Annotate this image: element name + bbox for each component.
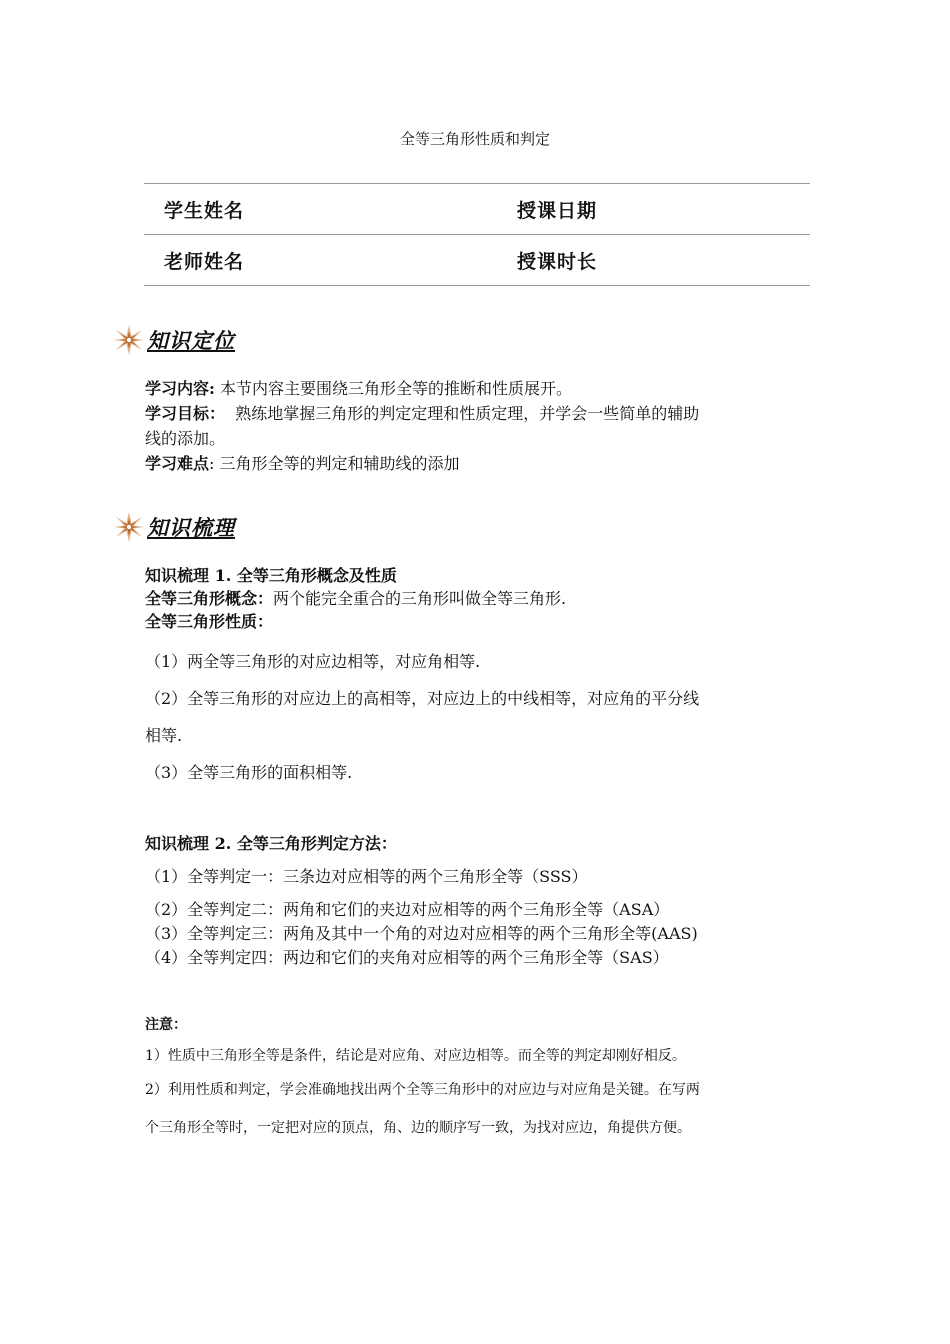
info-row-1: [144, 184, 810, 235]
review-heading-1: 知识梳理 1. 全等三角形概念及性质: [145, 566, 397, 585]
judge-item-2: （2）全等判定二：两角和它们的夹边对应相等的两个三角形全等（ASA）: [145, 900, 670, 919]
learning-info: [145, 376, 810, 476]
judge-item-3: （3）全等判定三：两角及其中一个角的对边对应相等的两个三角形全等(AAS): [145, 924, 698, 943]
date-label: 授课日期: [517, 184, 810, 235]
review-1-header: [145, 564, 810, 633]
section-header-knowledge-review: [113, 511, 235, 543]
content-text: 本节内容主要围绕三角形全等的推断和性质展开。: [214, 379, 573, 398]
property-item-2-continued: 相等.: [145, 726, 183, 745]
goal-label: 学习目标：: [145, 404, 226, 423]
section-title-1: 知识定位: [147, 328, 235, 353]
judge-item-1: （1）全等判定一：三条边对应相等的两个三角形全等（SSS）: [145, 867, 588, 886]
review-2: [145, 831, 810, 970]
concept-text: 两个能完全重合的三角形叫做全等三角形.: [273, 589, 567, 608]
property-item-3: （3）全等三角形的面积相等.: [145, 763, 353, 782]
property-list: [145, 649, 810, 785]
property-item-2: （2）全等三角形的对应边上的高相等，对应边上的中线相等，对应角的平分线: [145, 689, 700, 708]
concept-label: 全等三角形概念：: [145, 589, 274, 608]
note-item-1: 1）性质中三角形全等是条件，结论是对应角、对应边相等。而全等的判定却刚好相反。: [145, 1048, 686, 1064]
info-row-2: [144, 235, 810, 286]
sparkle-icon: [113, 511, 145, 543]
property-label: 全等三角形性质：: [145, 612, 274, 631]
content-label: 学习内容:: [145, 379, 215, 398]
section-header-knowledge-position: [113, 324, 235, 356]
note-item-2: 2）利用性质和判定，学会准确地找出两个全等三角形中的对应边与对应角是关键。在写两: [145, 1082, 700, 1098]
sparkle-icon: [113, 324, 145, 356]
review-heading-2: 知识梳理 2. 全等三角形判定方法：: [145, 834, 397, 853]
document-title: 全等三角形性质和判定: [399, 130, 550, 148]
goal-text-continued: 线的添加。: [145, 429, 226, 448]
section-title-2: 知识梳理: [147, 515, 235, 540]
note-label: 注意：: [145, 1017, 187, 1033]
duration-label: 授课时长: [517, 235, 810, 286]
difficulty-label: 学习难点: [145, 454, 210, 473]
difficulty-text: : 三角形全等的判定和辅助线的添加: [209, 454, 460, 473]
property-item-1: （1）两全等三角形的对应边相等，对应角相等.: [145, 652, 481, 671]
student-name-label: 学生姓名: [144, 184, 517, 235]
note-item-2-continued: 个三角形全等时，一定把对应的顶点，角、边的顺序写一致，为找对应边，角提供方便。: [145, 1120, 691, 1136]
goal-text: 熟练地掌握三角形的判定定理和性质定理，并学会一些简单的辅助: [225, 404, 700, 423]
info-table: [144, 183, 810, 286]
notes: [145, 1014, 810, 1139]
judge-item-4: （4）全等判定四：两边和它们的夹角对应相等的两个三角形全等（SAS）: [145, 948, 669, 967]
teacher-name-label: 老师姓名: [144, 235, 517, 286]
